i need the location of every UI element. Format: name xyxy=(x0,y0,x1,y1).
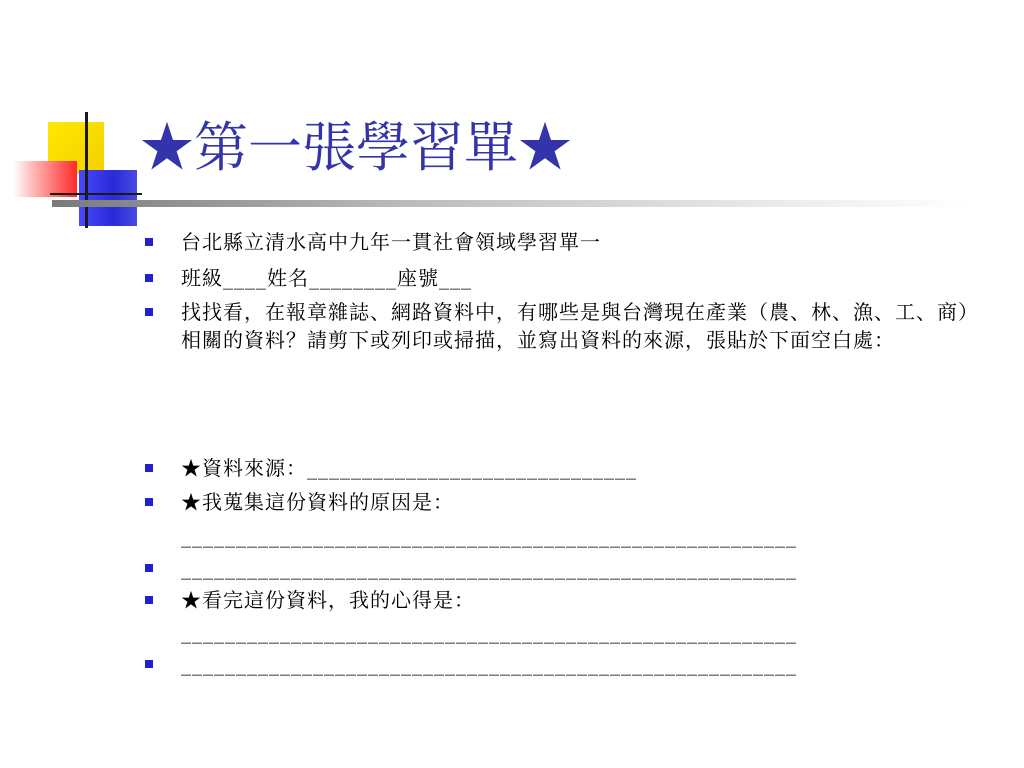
list-item-text: ★我蒐集這份資料的原因是： xyxy=(181,490,454,514)
list-item-text: ★看完這份資料，我的心得是： xyxy=(181,588,475,612)
answer-line: ________________________________________________________ xyxy=(181,556,797,580)
bullet-icon xyxy=(145,564,153,572)
list-item-text: 班級____姓名________座號___ xyxy=(181,266,472,290)
red-bar-decoration xyxy=(13,161,77,197)
list-item-text: ★資料來源：______________________________ xyxy=(181,456,637,480)
bullet-icon xyxy=(145,308,153,316)
bullet-icon xyxy=(145,498,153,506)
title-underline-rule xyxy=(52,200,972,207)
slide-title: ★第一張學習單★ xyxy=(140,116,572,179)
bullet-icon xyxy=(145,274,153,282)
bullet-icon xyxy=(145,660,153,668)
answer-line: ________________________________________________________ xyxy=(181,652,797,676)
bullet-icon xyxy=(145,596,153,604)
horizontal-line-decoration xyxy=(50,193,142,195)
list-item-text: 台北縣立清水高中九年一貫社會領域學習單一 xyxy=(181,230,601,254)
vertical-line-decoration xyxy=(85,112,88,228)
answer-line: ________________________________________________________ xyxy=(181,620,797,644)
list-item-text: 找找看，在報章雜誌、網路資料中，有哪些是與台灣現在產業（農、林、漁、工、商）相關的資料？請剪下或列印或掃描，並寫出資料的來源，張貼於下面空白處： xyxy=(181,300,979,352)
bullet-icon xyxy=(145,464,153,472)
bullet-icon xyxy=(145,238,153,246)
answer-line: ________________________________________________________ xyxy=(181,524,797,548)
